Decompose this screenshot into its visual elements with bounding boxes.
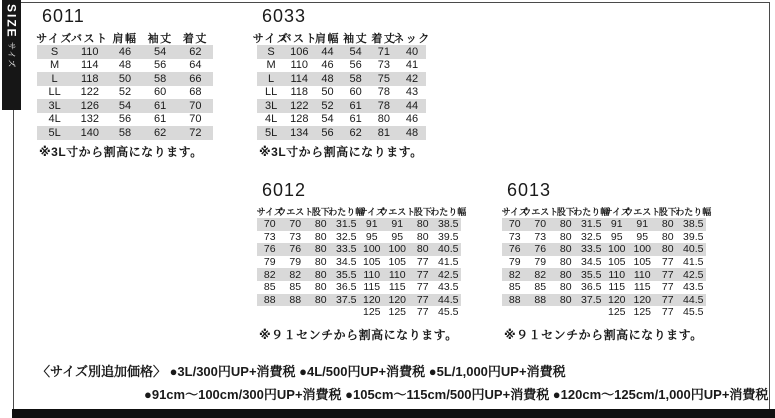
- table-cell: 61: [154, 99, 167, 112]
- table-cell: 71: [377, 45, 390, 58]
- size-table-6012: [256, 205, 467, 319]
- size-table-6033: [252, 31, 431, 140]
- table-cell: 80: [661, 230, 674, 243]
- table-cell: 35.5: [581, 268, 602, 281]
- table-cell: 4L: [48, 113, 61, 126]
- table-cell: 56: [321, 126, 334, 139]
- header-cell: ウエスト: [379, 207, 416, 217]
- table-cell: 77: [416, 281, 429, 294]
- table-cell: 91: [636, 218, 649, 231]
- table-cell: 31.5: [336, 218, 357, 231]
- table-cell: 91: [365, 218, 378, 231]
- table-cell: 82: [508, 268, 521, 281]
- table-cell: 70: [189, 99, 202, 112]
- table-cell: 110: [81, 45, 99, 58]
- header-row: [252, 31, 431, 45]
- table-cell: 80: [314, 281, 327, 294]
- table-cell: 56: [349, 59, 362, 72]
- table-cell: 80: [559, 218, 572, 231]
- table-row: [257, 59, 426, 73]
- table-row: [37, 45, 213, 59]
- table-cell: 110: [388, 268, 406, 281]
- table-cell: 70: [289, 218, 302, 231]
- table-cell: 64: [189, 59, 202, 72]
- table-cell: 110: [608, 268, 626, 281]
- table-cell: 88: [289, 293, 302, 306]
- header-cell: 股下: [413, 207, 432, 217]
- table-cell: 122: [80, 86, 99, 99]
- table-cell: 39.5: [438, 230, 459, 243]
- table-cell: 80: [314, 230, 327, 243]
- table-row: [257, 126, 426, 140]
- header-row: [256, 205, 467, 218]
- table-cell: 95: [391, 230, 404, 243]
- table-cell: 38.5: [438, 218, 459, 231]
- table-cell: 38.5: [683, 218, 704, 231]
- table-cell: 120: [388, 293, 407, 306]
- table-cell: 46: [405, 113, 419, 126]
- table-cell: 110: [290, 59, 309, 72]
- table-cell: 66: [189, 72, 202, 85]
- product-6033-section: [252, 6, 431, 160]
- table-cell: 70: [189, 113, 202, 126]
- table-cell: 85: [289, 281, 302, 294]
- table-cell: 95: [636, 230, 649, 243]
- table-row: [37, 99, 213, 113]
- table-cell: 70: [534, 218, 547, 231]
- table-cell: 80: [314, 268, 327, 281]
- table-cell: 114: [81, 59, 99, 72]
- table-row: [37, 86, 213, 100]
- table-cell: 50: [118, 72, 132, 85]
- table-cell: 91: [610, 218, 623, 231]
- table-cell: 73: [508, 230, 521, 243]
- table-cell: 58: [154, 72, 167, 85]
- table-cell: 41.5: [438, 256, 459, 269]
- table-cell: 134: [290, 126, 309, 139]
- table-cell: 39.5: [683, 230, 704, 243]
- header-cell: 肩幅: [112, 33, 138, 45]
- table-cell: 77: [416, 293, 429, 306]
- table-cell: 82: [534, 268, 547, 281]
- table-cell: 80: [314, 218, 327, 231]
- table-cell: 91: [391, 218, 404, 231]
- table-cell: 5L: [264, 126, 278, 139]
- size-note-6012: ※９１センチから割高になります。: [259, 327, 458, 342]
- table-row: [37, 113, 213, 127]
- header-cell: サイズ: [501, 207, 528, 217]
- table-row: [257, 256, 461, 269]
- table-cell: [553, 306, 579, 319]
- table-cell: 42: [405, 72, 419, 85]
- table-cell: 33.5: [336, 243, 357, 256]
- header-cell: ネック: [393, 33, 431, 45]
- table-cell: 61: [154, 113, 167, 126]
- table-cell: 118: [290, 86, 309, 99]
- table-cell: 77: [661, 306, 674, 319]
- product-6013-section: [501, 180, 712, 343]
- table-cell: 44: [405, 99, 419, 112]
- header-row: [37, 31, 213, 45]
- table-cell: 56: [154, 59, 167, 72]
- header-cell: バスト: [71, 33, 109, 45]
- table-cell: 45.5: [683, 306, 704, 319]
- table-cell: 73: [534, 230, 547, 243]
- table-cell: 80: [559, 281, 572, 294]
- table-cell: 115: [388, 281, 406, 294]
- table-cell: 37.5: [336, 293, 357, 306]
- table-cell: 115: [363, 281, 381, 294]
- table-cell: [502, 306, 528, 319]
- table-cell: 48: [118, 59, 132, 72]
- header-cell: バスト: [280, 33, 319, 45]
- table-cell: 40.5: [438, 243, 459, 256]
- header-cell: わたり幅: [573, 207, 610, 217]
- product-6012-section: [256, 180, 467, 343]
- table-cell: 77: [416, 306, 429, 319]
- table-cell: 76: [289, 243, 302, 256]
- table-cell: 4L: [264, 113, 278, 126]
- table-cell: 82: [263, 268, 276, 281]
- table-cell: 40: [405, 45, 419, 58]
- header-cell: ウエスト: [277, 207, 314, 217]
- table-cell: 120: [362, 293, 381, 306]
- table-cell: 78: [377, 86, 390, 99]
- bottom-divider-bar: [12, 409, 775, 418]
- table-row: [502, 243, 706, 256]
- table-cell: 78: [377, 99, 390, 112]
- header-cell: サイズ: [256, 207, 283, 217]
- table-cell: 60: [154, 86, 167, 99]
- table-cell: 32.5: [336, 230, 357, 243]
- table-cell: 100: [607, 243, 626, 256]
- table-cell: [257, 306, 283, 319]
- table-cell: 34.5: [581, 256, 602, 269]
- product-title-6013: 6013: [507, 180, 552, 200]
- table-cell: 56: [118, 113, 132, 126]
- table-row: [502, 306, 706, 319]
- table-cell: 3L: [48, 99, 61, 112]
- table-cell: 76: [508, 243, 521, 256]
- table-cell: 120: [633, 293, 652, 306]
- table-cell: L: [51, 72, 58, 85]
- table-cell: 80: [377, 113, 390, 126]
- table-cell: S: [267, 45, 275, 58]
- table-cell: [283, 306, 309, 319]
- table-cell: LL: [48, 86, 61, 99]
- table-cell: LL: [264, 86, 278, 99]
- table-cell: 95: [365, 230, 378, 243]
- table-cell: 88: [508, 293, 521, 306]
- size-note-6011: ※3L寸から割高になります。: [39, 144, 203, 159]
- table-cell: 58: [349, 72, 362, 85]
- table-cell: 80: [559, 268, 572, 281]
- table-cell: 105: [388, 256, 407, 269]
- table-row: [502, 231, 706, 244]
- table-cell: 73: [263, 230, 276, 243]
- table-cell: 114: [290, 72, 309, 85]
- table-cell: 50: [321, 86, 334, 99]
- header-cell: 袖丈: [343, 33, 369, 45]
- pricing-line-1: 〈サイズ別追加価格〉 ●3L/300円UP+消費税 ●4L/500円UP+消費税 ●5L/1,000円UP+消費税: [37, 364, 566, 379]
- size-table-6013: [501, 205, 712, 319]
- table-cell: 125: [607, 306, 626, 319]
- header-cell: サイズ: [603, 207, 630, 217]
- header-cell: わたり幅: [675, 207, 712, 217]
- product-title-6033: 6033: [262, 6, 307, 26]
- table-cell: 120: [607, 293, 626, 306]
- table-cell: 70: [263, 218, 276, 231]
- table-cell: 70: [508, 218, 521, 231]
- table-cell: 5L: [48, 126, 61, 139]
- table-cell: [334, 306, 360, 319]
- table-cell: 45.5: [438, 306, 459, 319]
- table-cell: 37.5: [581, 293, 602, 306]
- table-cell: S: [50, 45, 59, 58]
- table-cell: L: [268, 72, 275, 85]
- header-row: [501, 205, 712, 218]
- header-cell: 袖丈: [147, 33, 173, 45]
- table-cell: 52: [118, 86, 132, 99]
- table-row: [257, 294, 461, 307]
- size-tab: [2, 0, 21, 110]
- table-cell: 85: [508, 281, 521, 294]
- table-cell: 80: [661, 243, 674, 256]
- table-cell: 60: [349, 86, 362, 99]
- table-cell: 85: [534, 281, 547, 294]
- header-cell: わたり幅: [430, 207, 467, 217]
- table-cell: 79: [534, 256, 547, 269]
- header-cell: 股下: [556, 207, 575, 217]
- table-cell: 41.5: [683, 256, 704, 269]
- table-cell: 35.5: [336, 268, 357, 281]
- table-row: [37, 59, 213, 73]
- table-cell: 80: [416, 230, 429, 243]
- table-row: [502, 294, 706, 307]
- table-cell: 77: [661, 293, 674, 306]
- table-row: [502, 268, 706, 281]
- table-cell: 80: [314, 293, 327, 306]
- size-note-6013: ※９１センチから割高になります。: [504, 327, 703, 342]
- table-cell: 36.5: [581, 281, 602, 294]
- size-table-6011: [37, 31, 213, 140]
- table-cell: 126: [80, 99, 99, 112]
- header-cell: 着丈: [371, 33, 397, 45]
- table-cell: 46: [321, 59, 334, 72]
- table-row: [257, 99, 426, 113]
- table-cell: 118: [81, 72, 99, 85]
- table-cell: 100: [388, 243, 407, 256]
- table-cell: 33.5: [581, 243, 602, 256]
- table-cell: 54: [349, 45, 362, 58]
- table-cell: 77: [416, 256, 429, 269]
- table-cell: 80: [314, 256, 327, 269]
- table-cell: 125: [362, 306, 381, 319]
- header-cell: 肩幅: [314, 33, 340, 45]
- table-cell: 125: [633, 306, 652, 319]
- table-row: [37, 126, 213, 140]
- table-cell: 54: [321, 113, 334, 126]
- table-row: [257, 113, 426, 127]
- header-cell: 股下: [311, 207, 330, 217]
- table-row: [257, 45, 426, 59]
- table-cell: 79: [263, 256, 276, 269]
- header-cell: ウエスト: [522, 207, 559, 217]
- table-cell: 115: [608, 281, 626, 294]
- table-row: [257, 72, 426, 86]
- table-cell: 115: [633, 281, 651, 294]
- header-cell: サイズ: [36, 33, 73, 45]
- table-cell: 140: [80, 126, 99, 139]
- table-cell: 73: [289, 230, 302, 243]
- table-cell: 32.5: [581, 230, 602, 243]
- table-cell: 36.5: [336, 281, 357, 294]
- table-cell: 73: [377, 59, 390, 72]
- table-cell: 61: [349, 113, 362, 126]
- table-row: [257, 268, 461, 281]
- table-cell: 62: [189, 45, 202, 58]
- product-title-6012: 6012: [262, 180, 307, 200]
- table-cell: [528, 306, 554, 319]
- table-cell: 40.5: [683, 243, 704, 256]
- table-cell: 82: [289, 268, 302, 281]
- size-tab-label-en: SIZE: [4, 4, 19, 39]
- table-cell: 76: [263, 243, 276, 256]
- header-cell: ウエスト: [624, 207, 661, 217]
- table-cell: 80: [559, 243, 572, 256]
- table-cell: 44.5: [683, 293, 704, 306]
- table-cell: 80: [559, 293, 572, 306]
- table-cell: 43.5: [683, 281, 704, 294]
- table-row: [502, 281, 706, 294]
- table-cell: 105: [633, 256, 652, 269]
- table-cell: 125: [388, 306, 407, 319]
- table-row: [257, 281, 461, 294]
- header-cell: サイズ: [358, 207, 385, 217]
- table-cell: 61: [349, 99, 362, 112]
- table-cell: 43: [405, 86, 419, 99]
- table-cell: 80: [314, 243, 327, 256]
- pricing-line-2: ●91cm～100cm/300円UP+消費税 ●105cm～115cm/500円UP+消費税 ●120cm～125cm/1,000円UP+消費税: [144, 387, 769, 402]
- table-cell: 105: [607, 256, 626, 269]
- table-cell: 88: [263, 293, 276, 306]
- table-cell: 85: [263, 281, 276, 294]
- table-cell: 48: [321, 72, 334, 85]
- table-cell: 46: [118, 45, 132, 58]
- table-cell: 48: [405, 126, 419, 139]
- table-cell: 62: [349, 126, 362, 139]
- table-cell: 54: [154, 45, 167, 58]
- header-cell: 着丈: [182, 33, 208, 45]
- table-row: [257, 243, 461, 256]
- table-cell: M: [266, 59, 276, 72]
- table-cell: 77: [661, 268, 674, 281]
- table-cell: 42.5: [683, 268, 704, 281]
- table-cell: 76: [534, 243, 547, 256]
- table-row: [502, 256, 706, 269]
- product-6011-section: [37, 6, 213, 160]
- table-cell: 100: [633, 243, 652, 256]
- table-cell: 79: [508, 256, 521, 269]
- table-cell: 31.5: [581, 218, 602, 231]
- table-cell: M: [50, 59, 60, 72]
- table-cell: [579, 306, 605, 319]
- table-cell: 95: [610, 230, 623, 243]
- table-cell: 100: [362, 243, 381, 256]
- table-cell: [308, 306, 334, 319]
- table-cell: 44: [321, 45, 334, 58]
- size-tab-label-ja: サイズ: [7, 41, 16, 69]
- table-cell: 106: [290, 45, 309, 58]
- table-cell: 34.5: [336, 256, 357, 269]
- table-cell: 52: [321, 99, 334, 112]
- table-cell: 62: [154, 126, 167, 139]
- table-cell: 80: [416, 243, 429, 256]
- table-cell: 77: [416, 268, 429, 281]
- table-cell: 72: [189, 126, 202, 139]
- table-cell: 110: [363, 268, 381, 281]
- table-row: [502, 218, 706, 231]
- table-cell: 3L: [264, 99, 278, 112]
- table-cell: 77: [661, 256, 674, 269]
- table-cell: 75: [377, 72, 390, 85]
- table-cell: 58: [118, 126, 132, 139]
- table-cell: 80: [416, 218, 429, 231]
- table-cell: 105: [362, 256, 381, 269]
- table-cell: 110: [633, 268, 651, 281]
- table-row: [257, 218, 461, 231]
- size-note-6033: ※3L寸から割高になります。: [259, 144, 423, 159]
- product-title-6011: 6011: [42, 6, 85, 26]
- table-cell: 122: [290, 99, 309, 112]
- table-cell: 79: [289, 256, 302, 269]
- table-cell: 132: [80, 113, 99, 126]
- table-row: [257, 231, 461, 244]
- table-cell: 43.5: [438, 281, 459, 294]
- table-cell: 77: [661, 281, 674, 294]
- table-row: [257, 306, 461, 319]
- table-cell: 81: [377, 126, 390, 139]
- table-cell: 80: [559, 256, 572, 269]
- table-cell: 128: [290, 113, 309, 126]
- table-cell: 88: [534, 293, 547, 306]
- table-cell: 41: [405, 59, 419, 72]
- header-cell: 股下: [658, 207, 677, 217]
- table-cell: 80: [661, 218, 674, 231]
- table-cell: 68: [189, 86, 202, 99]
- table-cell: 54: [118, 99, 132, 112]
- table-cell: 42.5: [438, 268, 459, 281]
- table-cell: 44.5: [438, 293, 459, 306]
- header-cell: わたり幅: [328, 207, 365, 217]
- table-row: [257, 86, 426, 100]
- table-cell: 80: [559, 230, 572, 243]
- header-cell: サイズ: [252, 33, 290, 45]
- table-row: [37, 72, 213, 86]
